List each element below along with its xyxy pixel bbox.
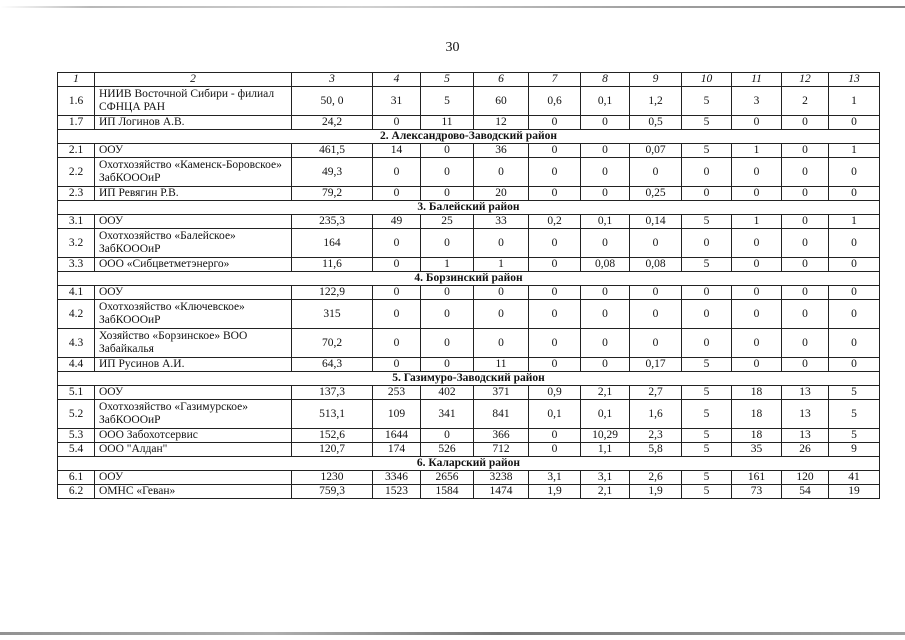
value-cell: 2,6 <box>630 471 682 485</box>
value-cell: 0 <box>474 158 529 187</box>
value-cell: 0 <box>782 258 829 272</box>
value-cell: 1 <box>829 87 880 116</box>
value-cell: 759,3 <box>292 485 373 499</box>
value-cell: 0,07 <box>630 144 682 158</box>
table-row <box>58 187 880 201</box>
row-number-cell: 6.2 <box>58 485 95 499</box>
value-cell: 315 <box>292 300 373 329</box>
value-cell: 526 <box>421 443 474 457</box>
row-number-cell: 5.4 <box>58 443 95 457</box>
value-cell: 0 <box>732 158 782 187</box>
value-cell: 54 <box>782 485 829 499</box>
table-row <box>58 116 880 130</box>
value-cell: 0 <box>581 158 630 187</box>
value-cell: 10,29 <box>581 429 630 443</box>
value-cell: 0 <box>474 229 529 258</box>
value-cell: 18 <box>732 429 782 443</box>
header-cell: 2 <box>95 73 292 87</box>
value-cell: 18 <box>732 400 782 429</box>
value-cell: 0 <box>474 329 529 358</box>
value-cell: 0 <box>421 300 474 329</box>
table-row <box>58 329 880 358</box>
value-cell: 0 <box>732 187 782 201</box>
value-cell: 0 <box>421 229 474 258</box>
value-cell: 0,9 <box>529 386 581 400</box>
value-cell: 3 <box>732 87 782 116</box>
header-cell: 8 <box>581 73 630 87</box>
value-cell: 0 <box>373 258 421 272</box>
value-cell: 122,9 <box>292 286 373 300</box>
header-cell: 1 <box>58 73 95 87</box>
value-cell: 5 <box>682 400 732 429</box>
value-cell: 0 <box>782 158 829 187</box>
value-cell: 18 <box>732 386 782 400</box>
value-cell: 0 <box>581 329 630 358</box>
value-cell: 0 <box>732 286 782 300</box>
row-number-cell: 5.3 <box>58 429 95 443</box>
value-cell: 0 <box>782 144 829 158</box>
value-cell: 0 <box>529 286 581 300</box>
organization-name-cell: НИИВ Восточной Сибири - филиал СФНЦА РАН <box>95 87 292 116</box>
value-cell: 161 <box>732 471 782 485</box>
value-cell: 0,1 <box>581 400 630 429</box>
value-cell: 5 <box>682 358 732 372</box>
table-header-row <box>58 73 880 87</box>
value-cell: 1523 <box>373 485 421 499</box>
header-cell: 12 <box>782 73 829 87</box>
value-cell: 1,1 <box>581 443 630 457</box>
value-cell: 371 <box>474 386 529 400</box>
value-cell: 1,9 <box>630 485 682 499</box>
value-cell: 0 <box>529 258 581 272</box>
value-cell: 120 <box>782 471 829 485</box>
value-cell: 0 <box>581 229 630 258</box>
section-header-row <box>58 201 880 215</box>
value-cell: 20 <box>474 187 529 201</box>
value-cell: 0 <box>682 329 732 358</box>
value-cell: 14 <box>373 144 421 158</box>
value-cell: 0 <box>829 229 880 258</box>
value-cell: 174 <box>373 443 421 457</box>
value-cell: 0 <box>421 286 474 300</box>
value-cell: 0 <box>782 329 829 358</box>
row-number-cell: 2.2 <box>58 158 95 187</box>
value-cell: 11 <box>421 116 474 130</box>
value-cell: 513,1 <box>292 400 373 429</box>
row-number-cell: 6.1 <box>58 471 95 485</box>
value-cell: 0,14 <box>630 215 682 229</box>
value-cell: 0 <box>581 300 630 329</box>
table-row <box>58 400 880 429</box>
section-title: 2. Александрово-Заводский район <box>58 130 880 144</box>
value-cell: 35 <box>732 443 782 457</box>
value-cell: 0 <box>829 329 880 358</box>
organization-name-cell: ООО Забохотсервис <box>95 429 292 443</box>
value-cell: 31 <box>373 87 421 116</box>
value-cell: 712 <box>474 443 529 457</box>
value-cell: 0 <box>529 158 581 187</box>
value-cell: 13 <box>782 400 829 429</box>
value-cell: 0 <box>373 116 421 130</box>
row-number-cell: 5.1 <box>58 386 95 400</box>
row-number-cell: 4.1 <box>58 286 95 300</box>
organization-name-cell: ИП Ревягин Р.В. <box>95 187 292 201</box>
value-cell: 0,1 <box>581 87 630 116</box>
value-cell: 5 <box>682 258 732 272</box>
value-cell: 341 <box>421 400 474 429</box>
table-row <box>58 286 880 300</box>
value-cell: 0 <box>529 144 581 158</box>
value-cell: 0,1 <box>529 400 581 429</box>
value-cell: 0 <box>829 158 880 187</box>
value-cell: 0 <box>529 300 581 329</box>
value-cell: 2656 <box>421 471 474 485</box>
value-cell: 0 <box>529 443 581 457</box>
value-cell: 11,6 <box>292 258 373 272</box>
value-cell: 3,1 <box>581 471 630 485</box>
header-cell: 7 <box>529 73 581 87</box>
section-header-row <box>58 457 880 471</box>
value-cell: 0 <box>782 215 829 229</box>
organization-name-cell: ООУ <box>95 286 292 300</box>
value-cell: 25 <box>421 215 474 229</box>
value-cell: 24,2 <box>292 116 373 130</box>
value-cell: 0 <box>529 429 581 443</box>
section-title: 4. Борзинский район <box>58 272 880 286</box>
value-cell: 1 <box>732 215 782 229</box>
value-cell: 0 <box>474 286 529 300</box>
organization-name-cell: Охотхозяйство «Каменск-Боровское» ЗабКОООиР <box>95 158 292 187</box>
value-cell: 3238 <box>474 471 529 485</box>
value-cell: 0 <box>421 158 474 187</box>
value-cell: 0 <box>421 358 474 372</box>
scan-edge-top <box>0 6 905 8</box>
value-cell: 137,3 <box>292 386 373 400</box>
value-cell: 2,3 <box>630 429 682 443</box>
value-cell: 3,1 <box>529 471 581 485</box>
table-row <box>58 386 880 400</box>
value-cell: 1 <box>474 258 529 272</box>
value-cell: 13 <box>782 429 829 443</box>
value-cell: 253 <box>373 386 421 400</box>
table-row <box>58 443 880 457</box>
value-cell: 0 <box>732 329 782 358</box>
value-cell: 5 <box>682 215 732 229</box>
value-cell: 0 <box>829 258 880 272</box>
value-cell: 5 <box>682 116 732 130</box>
value-cell: 0 <box>829 286 880 300</box>
table-row <box>58 87 880 116</box>
value-cell: 366 <box>474 429 529 443</box>
value-cell: 2,7 <box>630 386 682 400</box>
row-number-cell: 3.2 <box>58 229 95 258</box>
value-cell: 0 <box>421 187 474 201</box>
page-number: 30 <box>445 40 460 55</box>
value-cell: 41 <box>829 471 880 485</box>
header-cell: 9 <box>630 73 682 87</box>
value-cell: 0 <box>529 187 581 201</box>
value-cell: 0 <box>373 158 421 187</box>
value-cell: 841 <box>474 400 529 429</box>
row-number-cell: 4.3 <box>58 329 95 358</box>
value-cell: 49 <box>373 215 421 229</box>
table-row <box>58 229 880 258</box>
value-cell: 120,7 <box>292 443 373 457</box>
section-title: 3. Балейский район <box>58 201 880 215</box>
value-cell: 1 <box>829 144 880 158</box>
section-header-row <box>58 130 880 144</box>
organization-name-cell: ИП Логинов А.В. <box>95 116 292 130</box>
value-cell: 0 <box>421 429 474 443</box>
value-cell: 0 <box>581 116 630 130</box>
value-cell: 0 <box>682 300 732 329</box>
value-cell: 0 <box>373 329 421 358</box>
organization-name-cell: ООО "Алдан" <box>95 443 292 457</box>
value-cell: 79,2 <box>292 187 373 201</box>
value-cell: 0 <box>581 286 630 300</box>
header-cell: 11 <box>732 73 782 87</box>
value-cell: 2,1 <box>581 386 630 400</box>
row-number-cell: 1.7 <box>58 116 95 130</box>
value-cell: 0 <box>630 229 682 258</box>
value-cell: 12 <box>474 116 529 130</box>
value-cell: 5 <box>682 87 732 116</box>
value-cell: 64,3 <box>292 358 373 372</box>
organization-name-cell: ООУ <box>95 144 292 158</box>
value-cell: 0 <box>782 286 829 300</box>
value-cell: 0 <box>529 329 581 358</box>
value-cell: 1,6 <box>630 400 682 429</box>
value-cell: 0,6 <box>529 87 581 116</box>
value-cell: 0 <box>782 300 829 329</box>
value-cell: 33 <box>474 215 529 229</box>
value-cell: 0 <box>581 187 630 201</box>
value-cell: 0 <box>421 144 474 158</box>
value-cell: 0,08 <box>630 258 682 272</box>
value-cell: 1474 <box>474 485 529 499</box>
value-cell: 1 <box>421 258 474 272</box>
value-cell: 0 <box>630 329 682 358</box>
value-cell: 0 <box>682 229 732 258</box>
value-cell: 1644 <box>373 429 421 443</box>
value-cell: 0 <box>373 286 421 300</box>
table-row <box>58 258 880 272</box>
value-cell: 109 <box>373 400 421 429</box>
value-cell: 1,9 <box>529 485 581 499</box>
value-cell: 0 <box>630 300 682 329</box>
value-cell: 50, 0 <box>292 87 373 116</box>
value-cell: 0 <box>529 229 581 258</box>
value-cell: 0 <box>373 358 421 372</box>
value-cell: 0 <box>782 116 829 130</box>
value-cell: 0 <box>581 358 630 372</box>
organization-name-cell: ОМНС «Геван» <box>95 485 292 499</box>
value-cell: 0 <box>782 229 829 258</box>
value-cell: 0 <box>829 187 880 201</box>
row-number-cell: 2.3 <box>58 187 95 201</box>
section-title: 5. Газимуро-Заводский район <box>58 372 880 386</box>
value-cell: 402 <box>421 386 474 400</box>
table-body <box>58 73 880 499</box>
value-cell: 0 <box>782 358 829 372</box>
value-cell: 1 <box>732 144 782 158</box>
value-cell: 5 <box>682 485 732 499</box>
value-cell: 5 <box>682 429 732 443</box>
value-cell: 0 <box>474 300 529 329</box>
row-number-cell: 4.4 <box>58 358 95 372</box>
organization-name-cell: ИП Русинов А.И. <box>95 358 292 372</box>
value-cell: 0 <box>682 187 732 201</box>
header-cell: 5 <box>421 73 474 87</box>
value-cell: 2,1 <box>581 485 630 499</box>
header-cell: 3 <box>292 73 373 87</box>
value-cell: 1230 <box>292 471 373 485</box>
header-cell: 4 <box>373 73 421 87</box>
header-cell: 10 <box>682 73 732 87</box>
value-cell: 0 <box>581 144 630 158</box>
table-row <box>58 215 880 229</box>
value-cell: 5,8 <box>630 443 682 457</box>
value-cell: 0 <box>630 286 682 300</box>
value-cell: 5 <box>682 386 732 400</box>
value-cell: 5 <box>829 429 880 443</box>
value-cell: 0,1 <box>581 215 630 229</box>
value-cell: 0 <box>829 358 880 372</box>
value-cell: 11 <box>474 358 529 372</box>
value-cell: 5 <box>421 87 474 116</box>
value-cell: 0,5 <box>630 116 682 130</box>
value-cell: 2 <box>782 87 829 116</box>
row-number-cell: 5.2 <box>58 400 95 429</box>
value-cell: 5 <box>682 471 732 485</box>
value-cell: 19 <box>829 485 880 499</box>
value-cell: 0 <box>529 358 581 372</box>
value-cell: 0 <box>829 116 880 130</box>
value-cell: 0 <box>732 358 782 372</box>
value-cell: 0 <box>373 187 421 201</box>
value-cell: 49,3 <box>292 158 373 187</box>
value-cell: 73 <box>732 485 782 499</box>
value-cell: 70,2 <box>292 329 373 358</box>
header-cell: 6 <box>474 73 529 87</box>
row-number-cell: 3.1 <box>58 215 95 229</box>
value-cell: 235,3 <box>292 215 373 229</box>
value-cell: 0 <box>529 116 581 130</box>
value-cell: 461,5 <box>292 144 373 158</box>
organization-name-cell: Охотхозяйство «Балейское» ЗабКОООиР <box>95 229 292 258</box>
organization-name-cell: Охотхозяйство «Ключевское» ЗабКОООиР <box>95 300 292 329</box>
value-cell: 0 <box>732 300 782 329</box>
table-row <box>58 471 880 485</box>
header-cell: 13 <box>829 73 880 87</box>
value-cell: 0,17 <box>630 358 682 372</box>
value-cell: 13 <box>782 386 829 400</box>
value-cell: 5 <box>829 400 880 429</box>
table-row <box>58 144 880 158</box>
value-cell: 5 <box>829 386 880 400</box>
value-cell: 1 <box>829 215 880 229</box>
value-cell: 0 <box>373 229 421 258</box>
value-cell: 0,08 <box>581 258 630 272</box>
value-cell: 1584 <box>421 485 474 499</box>
value-cell: 0 <box>682 286 732 300</box>
section-header-row <box>58 272 880 286</box>
data-table <box>57 72 880 499</box>
value-cell: 3346 <box>373 471 421 485</box>
value-cell: 26 <box>782 443 829 457</box>
value-cell: 0 <box>630 158 682 187</box>
table-row <box>58 158 880 187</box>
value-cell: 60 <box>474 87 529 116</box>
value-cell: 0 <box>682 158 732 187</box>
organization-name-cell: ООУ <box>95 215 292 229</box>
value-cell: 0 <box>732 116 782 130</box>
table-row <box>58 485 880 499</box>
table-row <box>58 358 880 372</box>
value-cell: 9 <box>829 443 880 457</box>
value-cell: 0 <box>782 187 829 201</box>
value-cell: 0,2 <box>529 215 581 229</box>
table-row <box>58 300 880 329</box>
value-cell: 0 <box>421 329 474 358</box>
organization-name-cell: Хозяйство «Борзинское» ВОО Забайкалья <box>95 329 292 358</box>
row-number-cell: 3.3 <box>58 258 95 272</box>
row-number-cell: 4.2 <box>58 300 95 329</box>
value-cell: 5 <box>682 443 732 457</box>
value-cell: 0 <box>373 300 421 329</box>
organization-name-cell: ООО «Сибцветметэнерго» <box>95 258 292 272</box>
section-title: 6. Каларский район <box>58 457 880 471</box>
value-cell: 0 <box>732 258 782 272</box>
value-cell: 5 <box>682 144 732 158</box>
value-cell: 0 <box>829 300 880 329</box>
organization-name-cell: ООУ <box>95 386 292 400</box>
section-header-row <box>58 372 880 386</box>
value-cell: 1,2 <box>630 87 682 116</box>
value-cell: 0 <box>732 229 782 258</box>
organization-name-cell: Охотхозяйство «Газимурское» ЗабКОООиР <box>95 400 292 429</box>
row-number-cell: 1.6 <box>58 87 95 116</box>
value-cell: 36 <box>474 144 529 158</box>
scan-edge-bottom <box>0 632 905 635</box>
value-cell: 152,6 <box>292 429 373 443</box>
organization-name-cell: ООУ <box>95 471 292 485</box>
row-number-cell: 2.1 <box>58 144 95 158</box>
value-cell: 164 <box>292 229 373 258</box>
value-cell: 0,25 <box>630 187 682 201</box>
table-row <box>58 429 880 443</box>
